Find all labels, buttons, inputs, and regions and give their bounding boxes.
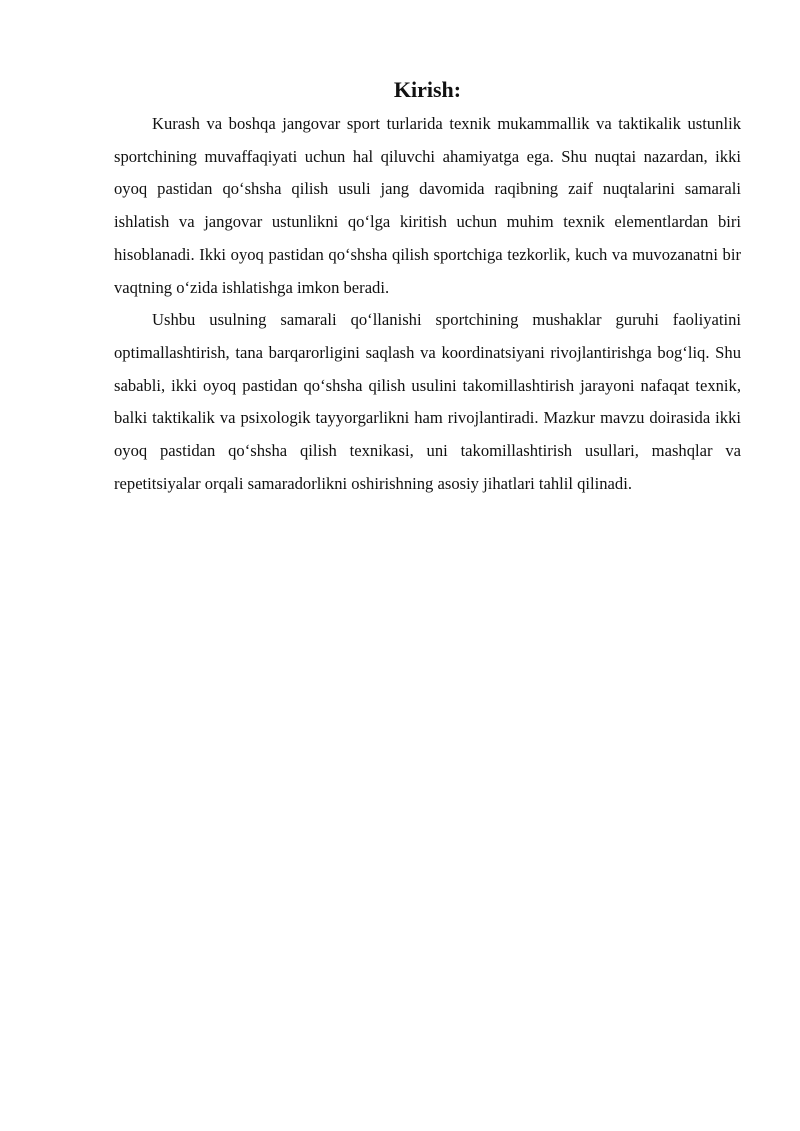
document-body: [114, 74, 741, 500]
paragraph-method: Ushbu usulning samarali qo‘llanishi sportchining mushaklar guruhi faoliyatini optimallashtirish, tana barqarorligini saqlash va koordinatsiyani rivojlantirishga bog‘liq. Shu sababli, ikki oyoq pastidan qo‘shsha qilish usulini takomillashtirish jarayoni nafaqat texnik, balki taktikalik va psixologik tayyorgarlikni ham rivojlantiradi. Mazkur mavzu doirasida ikki oyoq pastidan qo‘shsha qilish texnikasi, uni takomillashtirish usullari, mashqlar va repetitsiyalar orqali samaradorlikni oshirishning asosiy jihatlari tahlil qilinadi.: [114, 310, 741, 493]
page-title: Kirish:: [393, 77, 462, 102]
paragraph-intro: Kurash va boshqa jangovar sport turlarida texnik mukammallik va taktikalik ustunlik sportchining muvaffaqiyati uchun hal qiluvchi ahamiyatga ega. Shu nuqtai nazardan, ikki oyoq pastidan qo‘shsha qilish usuli jang davomida raqibning zaif nuqtalarini samarali ishlatish va jangovar ustunlikni qo‘lga kiritish uchun muhim texnik elementlardan biri hisoblanadi. Ikki oyoq pastidan qo‘shsha qilish sportchiga tezkorlik, kuch va muvozanatni bir vaqtning o‘zida ishlatishga imkon beradi.: [114, 114, 741, 297]
